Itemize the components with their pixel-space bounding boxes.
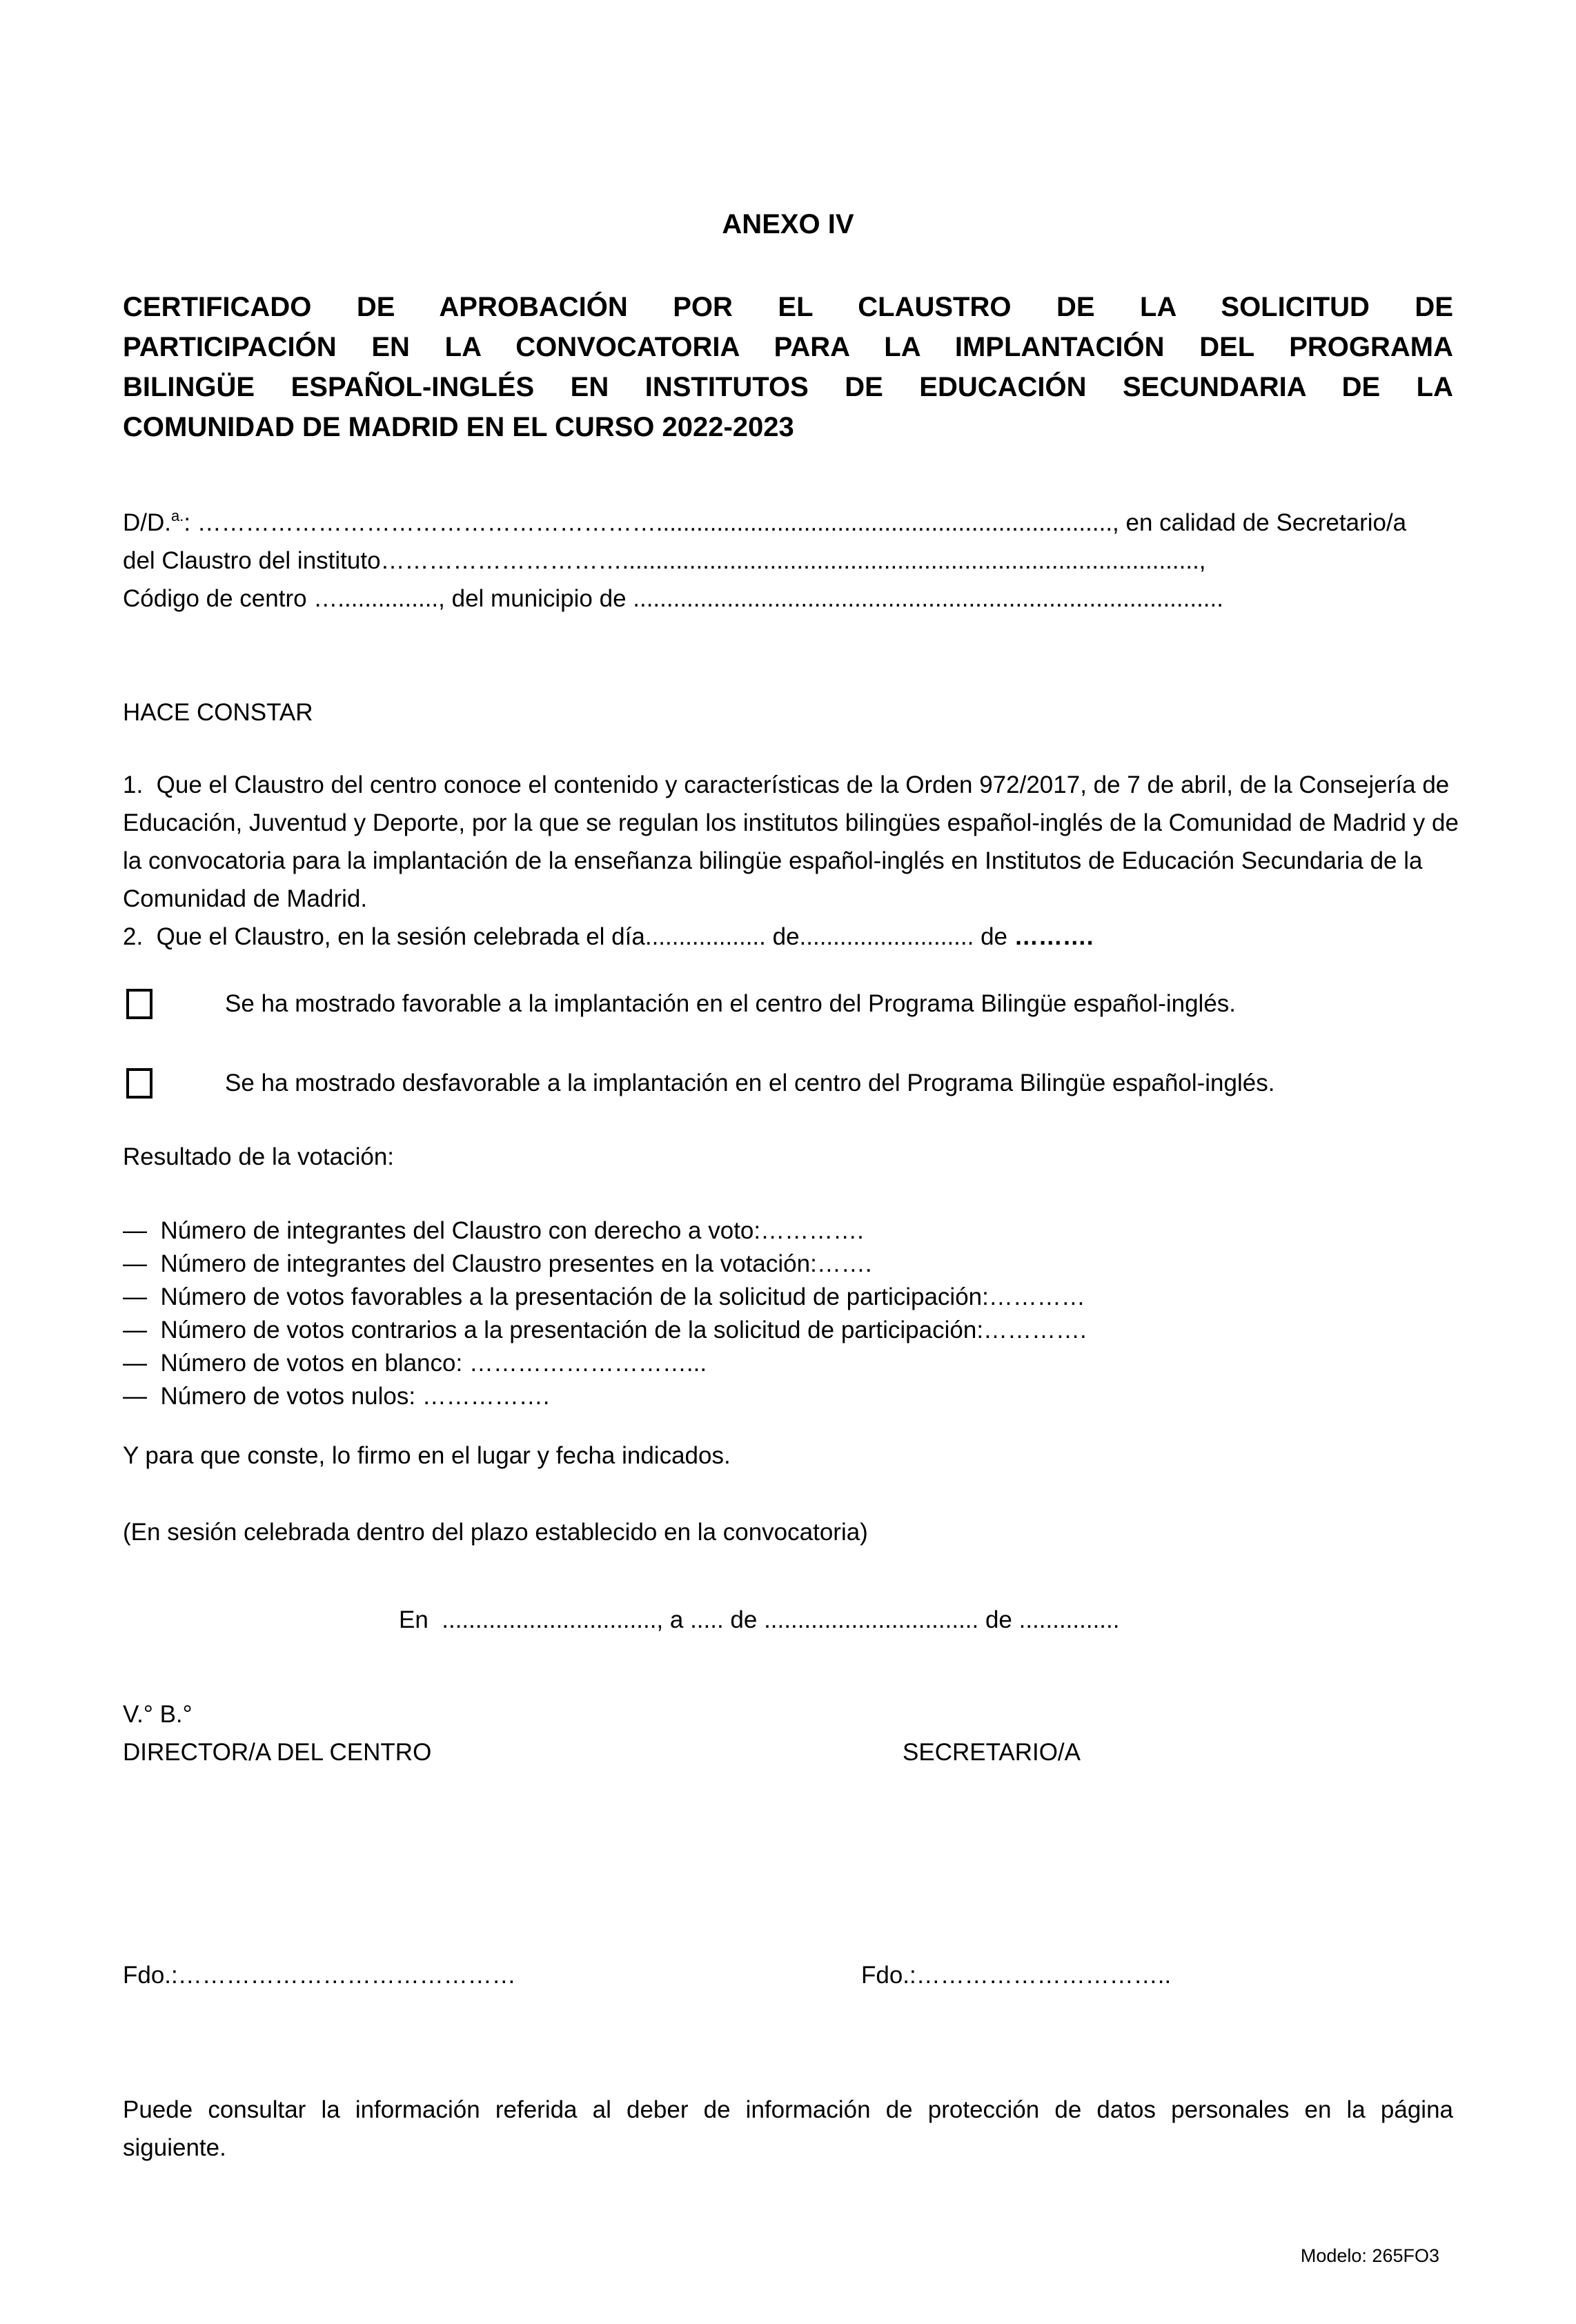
vote-count-item-null: — Número de votos nulos: ……………. [123,1383,550,1410]
favorable-checkbox[interactable] [126,989,152,1019]
favorable-option-row [123,985,1453,1023]
director-signature-blank: Fdo.:…………………………………… [123,1962,516,1989]
vb-label: V.° B.° [123,1701,193,1728]
vote-count-item-favorable: — Número de votos favorables a la presentación de la solicitud de participación:………… [123,1283,1085,1310]
clause-2-session-date-line [123,918,1453,956]
signature-names-row [123,1956,1453,1994]
desfavorable-option-label: Se ha mostrado desfavorable a la implantación en el centro del Programa Bilingüe español-inglés. [225,1070,1275,1096]
declarant-name-line [123,497,1453,542]
certificate-heading [123,287,1453,447]
privacy-note-line-1: Puede consultar la información referida al deber de información de protección de datos personales en la página [123,2096,1453,2123]
vote-count-item-blank: — Número de votos en blanco: ………………………... [123,1350,707,1377]
privacy-note [123,2091,1453,2167]
states-heading: HACE CONSTAR [123,699,313,726]
clause-2-year-blank: ………. [1014,923,1094,950]
clause-1-line-4: Comunidad de Madrid. [123,885,368,912]
declarant-label-superscript: a. [171,507,184,524]
secretario-signature-blank: Fdo.:………………………….. [861,1962,1172,1989]
director-title: DIRECTOR/A DEL CENTRO [123,1739,432,1766]
declarant-name-blank: : …………………………………………………...................................................................., en calidad de Secretario/a [184,509,1407,536]
certificate-heading-line-2: PARTICIPACIÓN EN LA CONVOCATORIA PARA LA IMPLANTACIÓN DEL PROGRAMA [123,332,1453,362]
secretario-title: SECRETARIO/A [903,1739,1081,1766]
institute-name-line: del Claustro del instituto…………………………......................................................................................, [123,547,1206,574]
desfavorable-option-row [123,1064,1453,1102]
closing-statement: Y para que conste, lo firmo en el lugar y fecha indicados. [123,1442,731,1469]
place-date-line: En ................................, a ..... de ................................ de ............... [399,1606,1120,1633]
vote-count-item-present: — Número de integrantes del Claustro presentes en la votación:……. [123,1250,872,1277]
page-content [123,0,1459,2167]
clause-1-line-1: 1. Que el Claustro del centro conoce el contenido y características de la Orden 972/2017, de 7 de abril, de la Consejería de [123,771,1450,798]
vote-count-item-contrary: — Número de votos contrarios a la presentación de la solicitud de participación:…………. [123,1317,1087,1343]
declarant-label: D/D. [123,509,171,536]
clause-2-text: 2. Que el Claustro, en la sesión celebrada el día.................. de.......................... de [123,923,1014,950]
favorable-option-label: Se ha mostrado favorable a la implantación en el centro del Programa Bilingüe español-inglés. [225,990,1237,1017]
session-note: (En sesión celebrada dentro del plazo establecido en la convocatoria) [123,1519,868,1546]
vote-result-heading: Resultado de la votación: [123,1143,395,1170]
certificate-heading-line-4: COMUNIDAD DE MADRID EN EL CURSO 2022-2023 [123,412,794,442]
certificate-heading-line-1: CERTIFICADO DE APROBACIÓN POR EL CLAUSTRO DE LA SOLICITUD DE [123,292,1453,322]
clause-1-line-3: la convocatoria para la implantación de la enseñanza bilingüe español-inglés en Institutos de Educación Secundaria de la [123,847,1423,874]
signature-titles-row [123,1733,1453,1771]
clause-1-line-2: Educación, Juventud y Deporte, por la que se regulan los institutos bilingües español-inglés de la Comunidad de Madrid y de [123,809,1459,836]
vote-count-list [123,1214,1453,1413]
vote-count-item-eligible: — Número de integrantes del Claustro con derecho a voto:…………. [123,1217,864,1244]
declarant-intro [123,497,1453,618]
desfavorable-checkbox[interactable] [126,1068,152,1099]
privacy-note-line-2: siguiente. [123,2134,226,2161]
center-code-line: Código de centro …..............., del municipio de ........................................................................................ [123,585,1223,612]
certificate-heading-line-3: BILINGÜE ESPAÑOL-INGLÉS EN INSTITUTOS DE EDUCACIÓN SECUNDARIA DE LA [123,372,1453,402]
clause-1-paragraph [123,766,1459,918]
form-model-code: Modelo: 265FO3 [1300,2245,1439,2266]
annex-title: ANEXO IV [722,209,854,239]
